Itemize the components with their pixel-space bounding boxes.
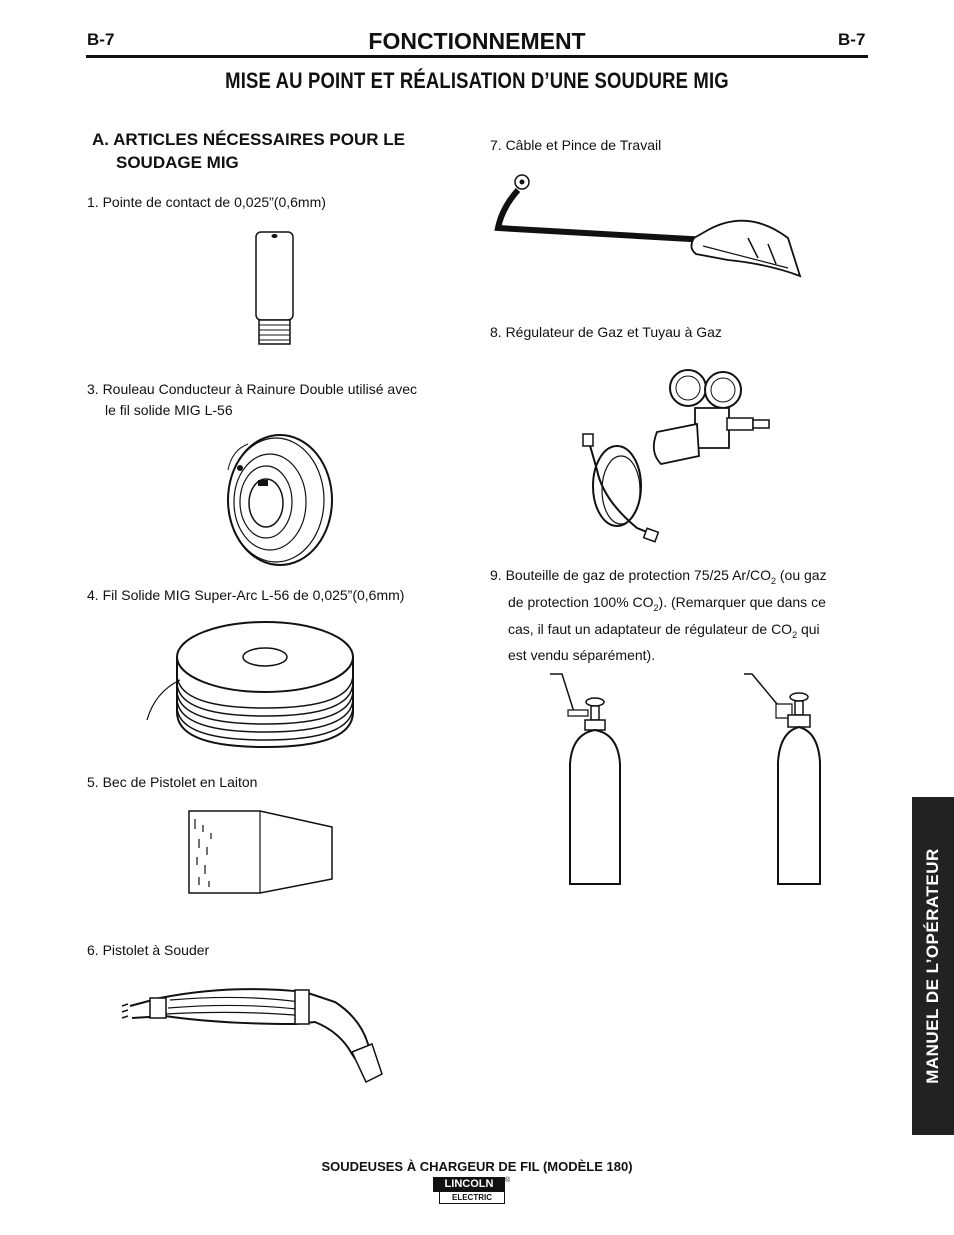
i9-g: est vendu séparément). [508, 647, 656, 664]
drive-roll-illustration [218, 430, 338, 570]
item-gas-cylinder [490, 565, 868, 666]
regulator-hose-illustration [575, 360, 775, 550]
section-heading [92, 128, 462, 174]
gas-cylinder-right-illustration [742, 672, 842, 887]
contact-tip-illustration [250, 228, 300, 348]
item-drive-roll-line1: 3. Rouleau Conducteur à Rainure Double utilisé avec [87, 381, 417, 397]
i9-f: qui [797, 620, 820, 637]
wire-spool-illustration [145, 612, 365, 752]
i9-sub3: 2 [792, 629, 798, 640]
i9-sub2: 2 [653, 602, 659, 613]
gas-cylinder-left-illustration [548, 672, 648, 887]
i9-d: ). (Remarquer que dans ce [658, 593, 826, 610]
section-heading-line1: A. ARTICLES NÉCESSAIRES POUR LE [92, 130, 405, 149]
page-code-right: B-7 [838, 30, 866, 49]
i9-a: 9. Bouteille de gaz de protection 75/25 Ar/CO [490, 567, 771, 583]
item-welding-gun: 6. Pistolet à Souder [87, 942, 210, 958]
item-drive-roll [87, 379, 417, 421]
nozzle-illustration [185, 805, 335, 895]
item-work-cable: 7. Câble et Pince de Travail [490, 137, 662, 153]
i9-e: cas, il faut un adaptateur de régulateur de CO [508, 620, 793, 637]
section-heading-line2: SOUDAGE MIG [116, 153, 239, 172]
side-tab [912, 797, 954, 1135]
item-gun-nozzle: 5. Bec de Pistolet en Laiton [87, 774, 258, 790]
logo-bottom-text: ELECTRIC [439, 1191, 505, 1204]
header-rule [86, 55, 868, 58]
page-subtitle: MISE AU POINT ET RÉALISATION D’UNE SOUDURE MIG [225, 68, 729, 93]
i9-c: de protection 100% CO [508, 593, 654, 610]
logo-top-text: LINCOLN [433, 1177, 505, 1192]
item-drive-roll-line2: le fil solide MIG L-56 [105, 402, 233, 418]
lincoln-logo [433, 1177, 509, 1204]
page-code-left: B-7 [87, 30, 115, 49]
welding-gun-illustration [120, 980, 390, 1090]
logo-registered-mark: ® [505, 1177, 511, 1184]
work-cable-clamp-illustration [488, 168, 808, 288]
side-tab-label: MANUEL DE L’OPÉRATEUR [923, 848, 942, 1084]
page-title: FONCTIONNEMENT [368, 28, 586, 54]
i9-sub1: 2 [770, 575, 776, 586]
item-gas-regulator: 8. Régulateur de Gaz et Tuyau à Gaz [490, 324, 722, 340]
i9-b: (ou gaz [775, 567, 827, 583]
footer-model: SOUDEUSES À CHARGEUR DE FIL (MODÈLE 180) [321, 1159, 633, 1174]
item-contact-tip: 1. Pointe de contact de 0,025”(0,6mm) [87, 194, 326, 210]
item-solid-wire: 4. Fil Solide MIG Super-Arc L-56 de 0,025”(0,6mm) [87, 587, 405, 603]
